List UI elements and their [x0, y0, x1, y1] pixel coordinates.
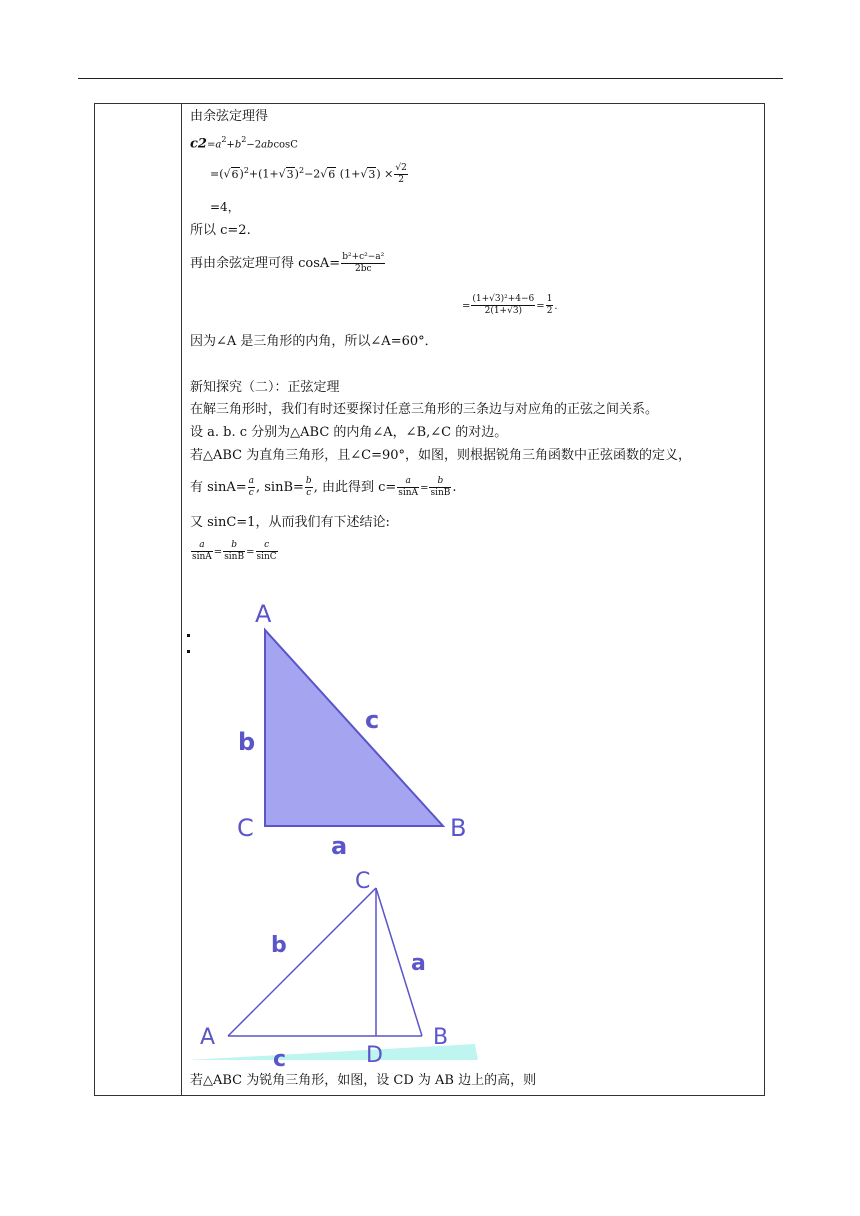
text-segment: , 由此得到 c=	[313, 480, 397, 495]
text-line: 因为∠A 是三角形的内角，所以∠A=60°．	[190, 334, 438, 349]
text-segment: a	[248, 476, 254, 486]
text-segment: =	[536, 301, 545, 312]
text-line: 由余弦定理得	[190, 109, 269, 124]
side-label-b: b	[238, 728, 256, 756]
text-segment: sinB	[224, 552, 245, 562]
text-segment: b	[305, 476, 312, 486]
text-segment: sinC	[256, 552, 277, 562]
fraction	[248, 476, 255, 499]
fraction	[256, 540, 278, 563]
text-segment: =	[213, 547, 223, 558]
vertex-label-D: D	[366, 1043, 383, 1068]
text-segment: 6	[231, 167, 239, 181]
right-triangle-figure	[185, 590, 485, 870]
vertex-label-C: C	[237, 814, 254, 842]
fraction	[305, 476, 313, 499]
text-segment: ab	[261, 139, 274, 151]
fraction	[471, 294, 535, 317]
text-segment: )	[239, 167, 244, 181]
text-segment: −2	[246, 139, 262, 151]
formula-line	[190, 540, 279, 564]
text-line: 若△ABC 为直角三角形，且∠C=90°，如图，则根据锐角三角函数中正弦函数的定义，	[190, 448, 692, 463]
text-segment: 再由余弦定理可得 cosA=	[190, 256, 341, 271]
marker-dot	[187, 650, 190, 653]
text-segment: =(	[210, 167, 224, 181]
text-segment: 2	[243, 166, 249, 175]
section-heading: 新知探究（二）：正弦定理	[190, 380, 340, 395]
header-rule	[78, 78, 783, 79]
text-segment: 2	[546, 306, 553, 316]
text-line: 又 sinC=1，从而我们有下述结论:	[190, 515, 390, 530]
text-segment: a	[397, 476, 419, 488]
side-label-b: b	[271, 933, 287, 958]
text-segment: b	[223, 540, 245, 552]
vertex-label-B: B	[433, 1025, 449, 1050]
text-segment: .	[554, 301, 558, 312]
vertex-label-C: C	[355, 869, 371, 894]
text-segment: .	[452, 480, 457, 495]
text-segment: 3	[368, 167, 376, 181]
text-segment: +(1+	[248, 167, 279, 181]
text-segment: b	[429, 476, 451, 488]
text-segment: =	[462, 301, 471, 312]
formula-line	[190, 252, 386, 275]
text-segment: c2	[190, 136, 207, 152]
text-segment: −2	[304, 167, 321, 181]
column-divider	[181, 104, 182, 1095]
text-segment: )	[294, 167, 299, 181]
fraction	[429, 476, 451, 499]
side-label-a: a	[331, 832, 348, 860]
text-segment: =	[420, 483, 429, 494]
text-segment: a	[191, 540, 213, 552]
text-line: 所以 c=2.	[190, 223, 251, 238]
text-segment: sinA	[192, 552, 212, 562]
text-segment: 2	[298, 166, 305, 175]
text-segment: 6	[328, 167, 336, 181]
text-segment: 2bc	[354, 264, 372, 274]
side-b-line	[228, 888, 376, 1036]
text-segment: 3	[286, 167, 294, 181]
fraction	[341, 252, 385, 275]
text-segment: 2	[241, 135, 247, 144]
text-segment: sinA	[398, 488, 419, 498]
text-segment: b²+c²−a²	[342, 252, 385, 262]
text-segment: c	[256, 540, 278, 552]
text-segment: 2(1+√3)	[484, 306, 523, 316]
formula-line	[462, 294, 558, 318]
text-line: =4，	[210, 200, 240, 214]
fraction	[546, 294, 554, 317]
text-segment: , sinB=	[256, 480, 304, 495]
marker-dot	[187, 634, 190, 637]
right-triangle	[265, 630, 443, 826]
text-line: 在解三角形时，我们有时还要探讨任意三角形的三条边与对应角的正弦之间关系。	[190, 402, 659, 417]
text-segment: sinB	[430, 488, 451, 498]
formula-line	[190, 476, 457, 500]
text-segment: 2	[221, 135, 227, 144]
text-segment: 2	[398, 175, 404, 186]
text-segment: c	[248, 488, 254, 498]
vertex-label-A: A	[200, 1025, 216, 1050]
formula-line: $=(√6)^2+(1+√3)^2-2√6$ (1+√3) × $\frac{√2}{2}$	[210, 163, 407, 186]
text-segment: ) ×	[376, 167, 394, 181]
text-segment: a	[215, 139, 222, 151]
text-segment: =	[246, 547, 255, 558]
text-segment: cosC	[273, 139, 298, 151]
vertex-label-B: B	[450, 814, 467, 842]
fraction	[223, 540, 245, 563]
text-line: 设 a. b. c 分别为△ABC 的内角∠A，∠B,∠C 的对边。	[190, 425, 508, 440]
fraction	[394, 163, 407, 186]
fraction	[191, 540, 213, 563]
side-label-a: a	[411, 951, 426, 976]
text-segment: =	[206, 139, 216, 151]
text-segment: 1	[546, 294, 553, 304]
text-segment: c	[306, 488, 312, 498]
text-segment: (1+	[336, 167, 361, 181]
vertex-label-A: A	[255, 600, 272, 628]
formula-line	[190, 129, 298, 156]
side-label-c: c	[365, 706, 380, 734]
side-label-c: c	[273, 1047, 287, 1068]
text-segment: +	[226, 139, 235, 151]
acute-triangle-figure	[185, 862, 485, 1068]
text-segment: (1+√3)²+4−6	[472, 294, 535, 304]
text-segment: b	[234, 139, 242, 151]
fraction	[397, 476, 419, 499]
text-segment: 有 sinA=	[190, 480, 247, 495]
text-line: 若△ABC 为锐角三角形，如图，设 CD 为 AB 边上的高，则	[190, 1073, 537, 1088]
text-segment: √2	[395, 163, 407, 174]
